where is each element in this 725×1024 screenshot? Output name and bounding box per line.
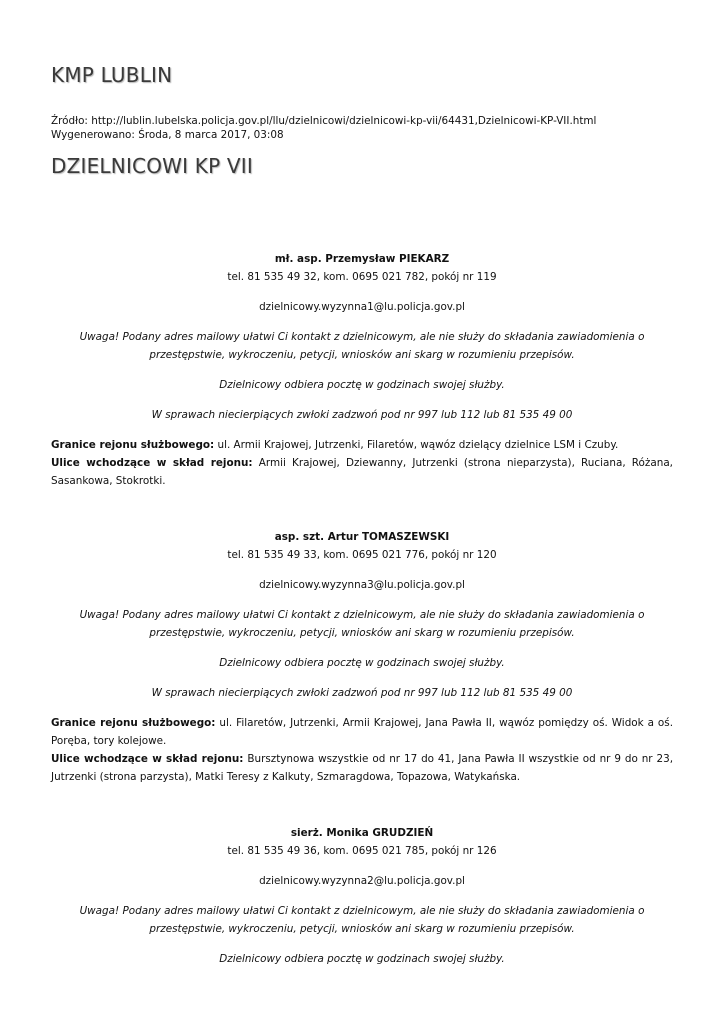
email-notice: Uwaga! Podany adres mailowy ułatwi Ci kontakt z dzielnicowym, ale nie służy do składania zawiadomienia o przestępstwie, wykroczeniu, petycji, wniosków ani skarg w rozumieniu przepisów. [79, 905, 645, 935]
officer-entry [51, 824, 673, 968]
officer-entry [51, 250, 673, 490]
streets-label: Ulice wchodzące w skład rejonu: [51, 753, 244, 765]
source-line [51, 114, 596, 128]
officer-phone: tel. 81 535 49 32, kom. 0695 021 782, pokój nr 119 [227, 271, 497, 283]
officer-phone: tel. 81 535 49 36, kom. 0695 021 785, pokój nr 126 [227, 845, 497, 857]
source-url[interactable]: http://lublin.lubelska.policja.gov.pl/llu/dzielnicowi/dzielnicowi-kp-vii/64431,Dzielnicowi-KP-VII.html [91, 115, 597, 127]
district-streets [51, 454, 673, 490]
generated-label: Wygenerowano: [51, 129, 135, 141]
officer-phone: tel. 81 535 49 33, kom. 0695 021 776, pokój nr 120 [227, 549, 497, 561]
mail-hours-note: Dzielnicowy odbiera pocztę w godzinach swojej służby. [219, 953, 505, 965]
page-title: DZIELNICOWI KP VII [51, 154, 253, 178]
source-label: Źródło: [51, 115, 88, 127]
site-title: KMP LUBLIN [51, 63, 173, 87]
email-notice: Uwaga! Podany adres mailowy ułatwi Ci kontakt z dzielnicowym, ale nie służy do składania zawiadomienia o przestępstwie, wykroczeniu, petycji, wniosków ani skarg w rozumieniu przepisów. [79, 331, 645, 361]
mail-hours-note: Dzielnicowy odbiera pocztę w godzinach swojej służby. [219, 379, 505, 391]
boundaries-text: ul. Filaretów, Jutrzenki, Armii Krajowej, Jana Pawła II, wąwóz pomiędzy oś. Widok a oś. Poręba, tory kolejowe. [51, 717, 673, 747]
streets-text: Bursztynowa wszystkie od nr 17 do 41, Jana Pawła II wszystkie od nr 9 do nr 23, Jutrzenki (strona parzysta), Matki Teresy z Kalkuty, Szmaragdowa, Topazowa, Watykańska. [51, 753, 673, 783]
email-notice: Uwaga! Podany adres mailowy ułatwi Ci kontakt z dzielnicowym, ale nie służy do składania zawiadomienia o przestępstwie, wykroczeniu, petycji, wniosków ani skarg w rozumieniu przepisów. [79, 609, 645, 639]
emergency-note: W sprawach niecierpiących zwłoki zadzwoń pod nr 997 lub 112 lub 81 535 49 00 [151, 409, 573, 421]
district-boundaries [51, 714, 673, 750]
boundaries-text: ul. Armii Krajowej, Jutrzenki, Filaretów, wąwóz dzielący dzielnice LSM i Czuby. [217, 439, 619, 451]
officer-name: mł. asp. Przemysław PIEKARZ [274, 253, 450, 265]
boundaries-label: Granice rejonu służbowego: [51, 439, 215, 451]
generated-date: Środa, 8 marca 2017, 03:08 [138, 129, 284, 141]
streets-label: Ulice wchodzące w skład rejonu: [51, 457, 253, 469]
district-streets [51, 750, 673, 786]
emergency-note: W sprawach niecierpiących zwłoki zadzwoń pod nr 997 lub 112 lub 81 535 49 00 [151, 687, 573, 699]
generated-line [51, 128, 284, 142]
streets-text: Armii Krajowej, Dziewanny, Jutrzenki (strona nieparzysta), Ruciana, Różana, Sasankowa, Stokrotki. [51, 457, 673, 487]
mail-hours-note: Dzielnicowy odbiera pocztę w godzinach swojej służby. [219, 657, 505, 669]
officer-entry [51, 528, 673, 786]
district-boundaries [51, 436, 673, 454]
boundaries-label: Granice rejonu służbowego: [51, 717, 216, 729]
officer-name: asp. szt. Artur TOMASZEWSKI [274, 531, 450, 543]
officer-email[interactable]: dzielnicowy.wyzynna1@lu.policja.gov.pl [259, 301, 465, 313]
officer-email[interactable]: dzielnicowy.wyzynna3@lu.policja.gov.pl [259, 579, 465, 591]
officer-email[interactable]: dzielnicowy.wyzynna2@lu.policja.gov.pl [259, 875, 465, 887]
officer-name: sierż. Monika GRUDZIEŃ [290, 827, 434, 839]
